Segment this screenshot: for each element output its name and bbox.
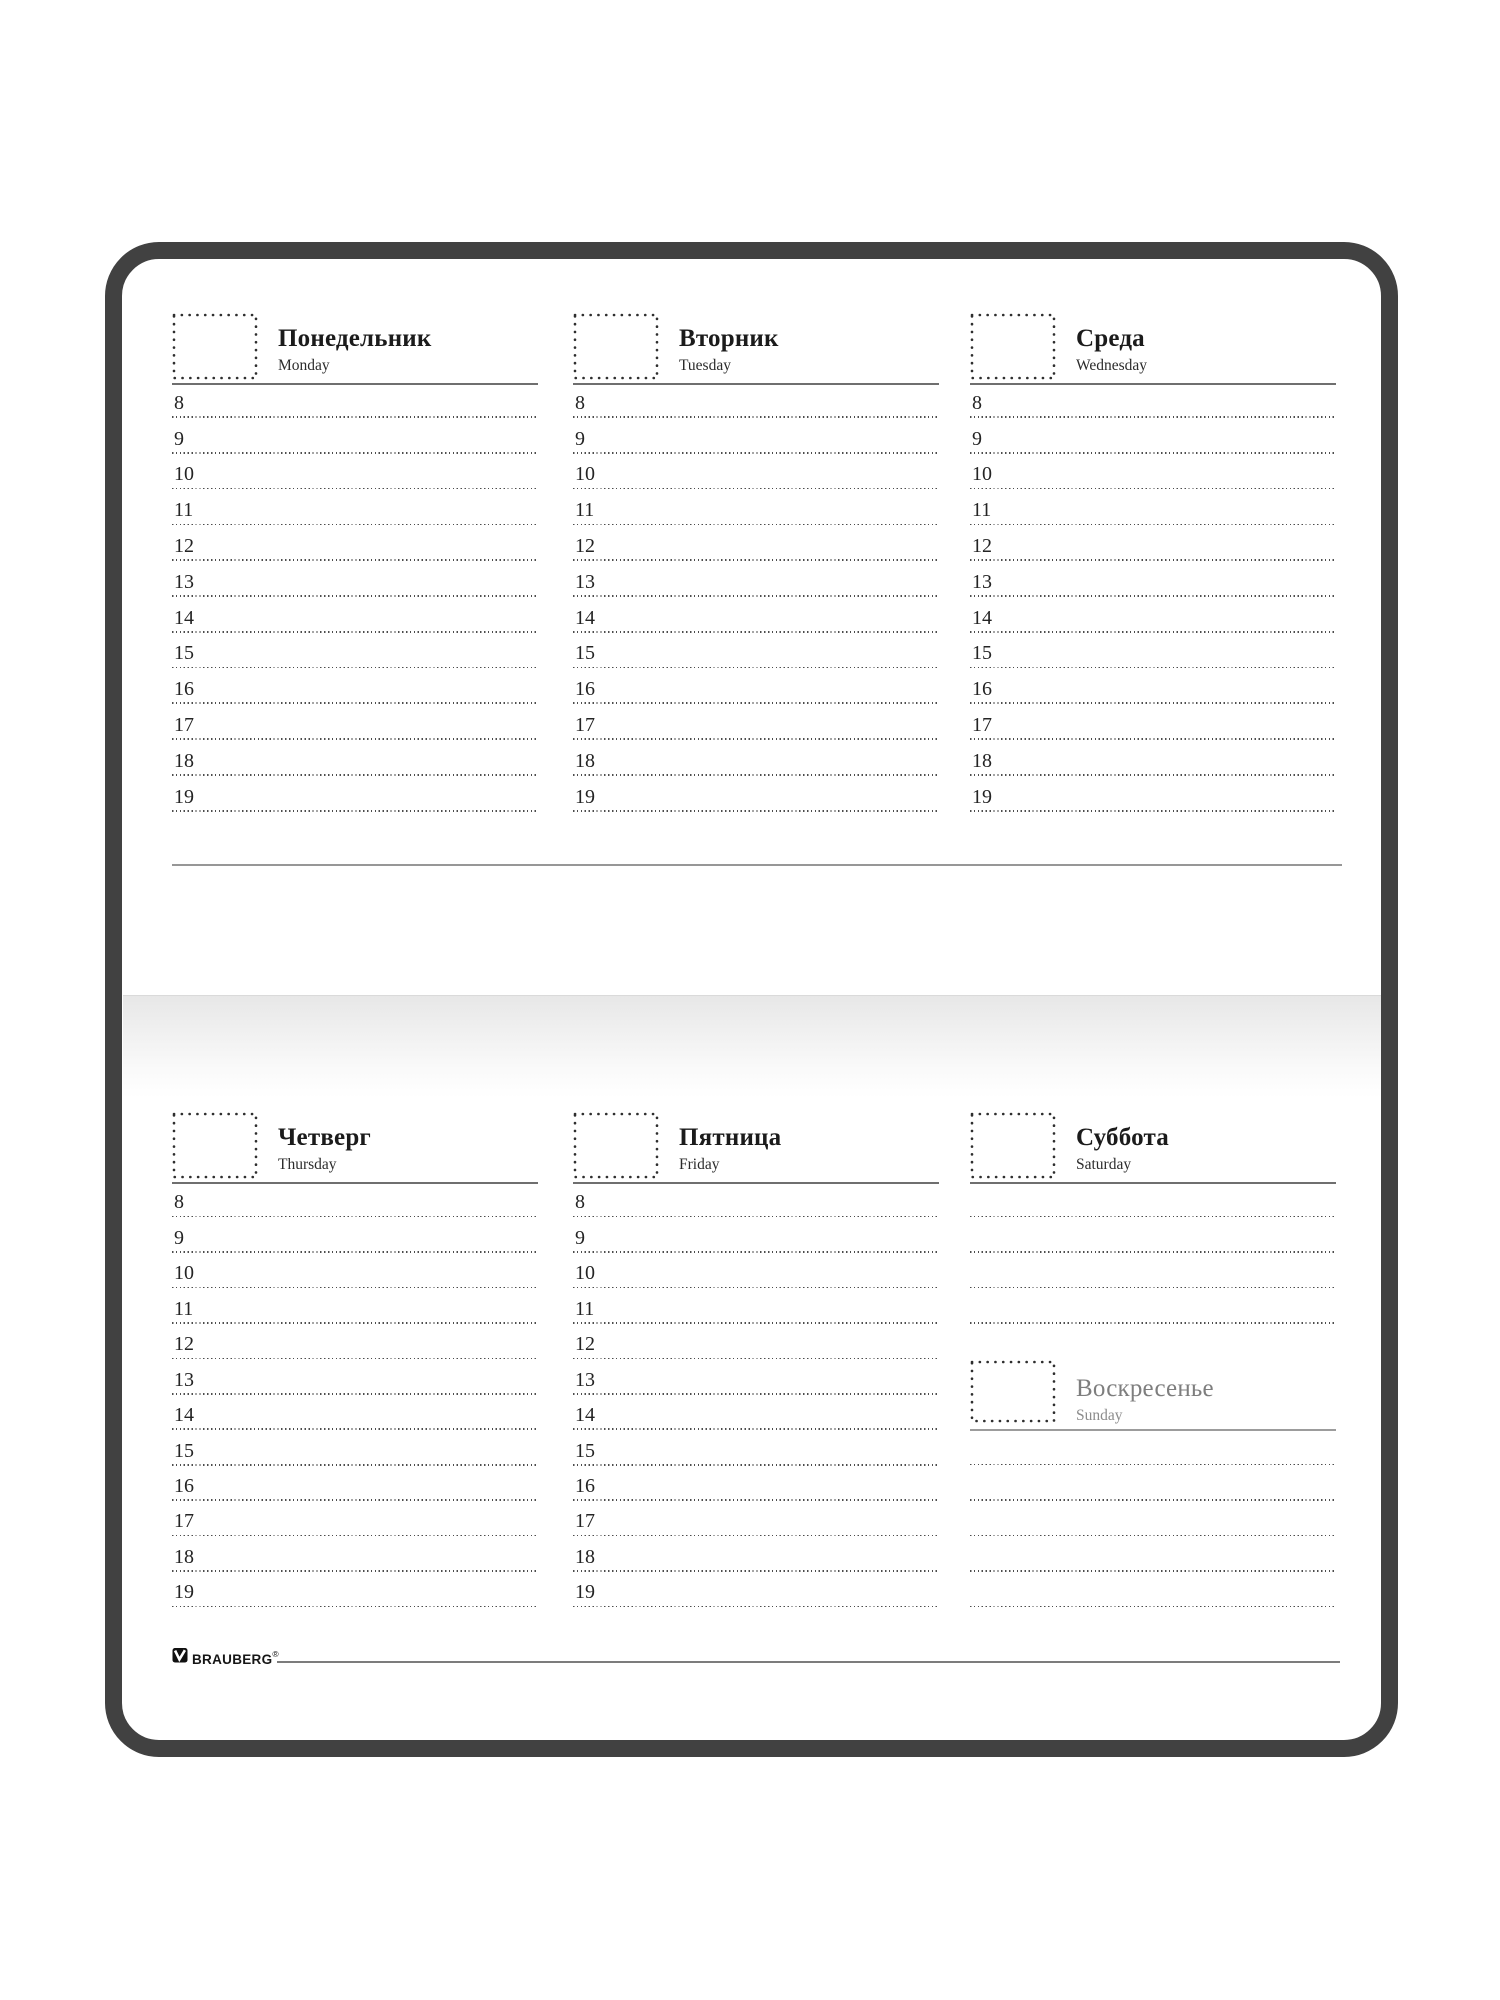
hour-rows: [573, 1182, 939, 1607]
hour-label: 9: [575, 1226, 585, 1249]
hour-label: 9: [174, 1226, 184, 1249]
hour-row: [172, 382, 538, 418]
hour-label: 11: [174, 1297, 194, 1320]
hour-label: 16: [575, 1474, 595, 1497]
hour-label: 10: [575, 1262, 595, 1285]
hour-row: [573, 1430, 939, 1465]
hour-row: [172, 525, 538, 561]
hour-label: 17: [575, 713, 595, 736]
brauberg-logo-icon: [172, 1647, 188, 1663]
hour-row: [573, 1572, 939, 1607]
date-box: [970, 1360, 1056, 1423]
hour-row: [573, 1217, 939, 1252]
hour-row: [970, 561, 1336, 597]
hour-row: [970, 704, 1336, 740]
day-subtitle: Friday: [679, 1156, 720, 1173]
day-title: Пятница: [679, 1124, 782, 1151]
hour-label: 8: [972, 391, 982, 414]
hour-label: 18: [972, 749, 992, 772]
hour-label: 10: [972, 463, 992, 486]
hour-label: 12: [174, 1333, 194, 1356]
hour-row: [172, 1466, 538, 1501]
hour-row: [172, 597, 538, 633]
day-title: Суббота: [1076, 1124, 1169, 1151]
hour-label: 16: [972, 678, 992, 701]
hour-row: [172, 1430, 538, 1465]
hour-row: [970, 776, 1336, 812]
day-subtitle: Tuesday: [679, 357, 731, 374]
hour-label: 17: [972, 713, 992, 736]
hour-row: [573, 1359, 939, 1394]
hour-row: [573, 525, 939, 561]
day-subtitle: Thursday: [278, 1156, 337, 1173]
hour-row: [573, 1466, 939, 1501]
hour-row: [573, 454, 939, 490]
hour-row: [573, 1324, 939, 1359]
hour-label: 11: [174, 499, 194, 522]
hour-label: 8: [575, 1191, 585, 1214]
hour-row: [573, 489, 939, 525]
blank-row: [970, 1253, 1336, 1288]
hour-label: 12: [174, 534, 194, 557]
hour-label: 13: [174, 570, 194, 593]
hour-label: 18: [575, 1545, 595, 1568]
hour-label: 12: [972, 534, 992, 557]
hour-row: [172, 1288, 538, 1323]
blank-row: [970, 1182, 1336, 1217]
hour-rows: [573, 382, 939, 812]
blank-row: [970, 1217, 1336, 1252]
hour-label: 19: [174, 785, 194, 808]
hour-row: [172, 633, 538, 669]
day-title: Воскресенье: [1076, 1375, 1214, 1402]
hour-row: [172, 1501, 538, 1536]
date-box: [573, 1112, 659, 1179]
hour-label: 14: [575, 606, 595, 629]
hour-row: [970, 668, 1336, 704]
hour-label: 14: [575, 1404, 595, 1427]
hour-row: [573, 1182, 939, 1217]
hour-row: [573, 561, 939, 597]
hour-label: 8: [174, 391, 184, 414]
hour-label: 11: [972, 499, 992, 522]
hour-label: 13: [575, 1368, 595, 1391]
hour-row: [573, 633, 939, 669]
blank-row: [970, 1288, 1336, 1323]
hour-label: 15: [174, 1439, 194, 1462]
hour-label: 15: [972, 642, 992, 665]
date-box: [573, 313, 659, 380]
hour-label: 19: [575, 785, 595, 808]
hour-label: 12: [575, 534, 595, 557]
hour-row: [172, 704, 538, 740]
hour-label: 15: [575, 642, 595, 665]
hour-row: [573, 704, 939, 740]
hour-row: [172, 1217, 538, 1252]
hour-label: 10: [575, 463, 595, 486]
day-title: Четверг: [278, 1124, 371, 1151]
hour-label: 8: [575, 391, 585, 414]
page-fold-shadow: [123, 995, 1381, 1098]
day-title: Среда: [1076, 325, 1145, 352]
hour-label: 14: [174, 606, 194, 629]
hour-row: [573, 1253, 939, 1288]
hour-label: 18: [575, 749, 595, 772]
hour-row: [970, 418, 1336, 454]
hour-row: [573, 740, 939, 776]
hour-row: [172, 454, 538, 490]
hour-label: 13: [575, 570, 595, 593]
hour-label: 17: [174, 713, 194, 736]
hour-row: [970, 597, 1336, 633]
hour-label: 15: [174, 642, 194, 665]
hour-label: 19: [575, 1581, 595, 1604]
hour-label: 12: [575, 1333, 595, 1356]
registered-mark: ®: [272, 1649, 279, 1659]
hour-row: [172, 418, 538, 454]
hour-row: [172, 1182, 538, 1217]
hour-label: 16: [174, 1474, 194, 1497]
hour-label: 17: [174, 1510, 194, 1533]
hour-row: [172, 1536, 538, 1571]
day-subtitle: Wednesday: [1076, 357, 1148, 374]
hour-row: [573, 382, 939, 418]
hour-rows: [172, 1182, 538, 1607]
hour-label: 18: [174, 749, 194, 772]
hour-row: [970, 382, 1336, 418]
hour-label: 16: [575, 678, 595, 701]
day-subtitle: Sunday: [1076, 1407, 1123, 1424]
hour-row: [172, 740, 538, 776]
date-box: [970, 313, 1056, 380]
footer-writing-line: [277, 1661, 1340, 1663]
hour-label: 9: [174, 427, 184, 450]
hour-label: 18: [174, 1545, 194, 1568]
blank-row: [970, 1465, 1336, 1500]
hour-row: [573, 776, 939, 812]
half-separator-line: [172, 864, 1342, 866]
hour-row: [970, 740, 1336, 776]
blank-row: [970, 1501, 1336, 1536]
hour-row: [172, 668, 538, 704]
hour-row: [573, 1501, 939, 1536]
hour-row: [172, 1253, 538, 1288]
hour-row: [573, 597, 939, 633]
hour-label: 17: [575, 1510, 595, 1533]
hour-label: 13: [174, 1368, 194, 1391]
hour-label: 14: [972, 606, 992, 629]
hour-label: 9: [972, 427, 982, 450]
hour-label: 14: [174, 1404, 194, 1427]
hour-row: [172, 1359, 538, 1394]
hour-label: 16: [174, 678, 194, 701]
blank-row: [970, 1430, 1336, 1465]
hour-row: [172, 776, 538, 812]
hour-row: [970, 525, 1336, 561]
hour-row: [970, 454, 1336, 490]
brand-label: [192, 1649, 279, 1667]
blank-rows: [970, 1182, 1336, 1324]
day-subtitle: Monday: [278, 357, 330, 374]
hour-row: [172, 1395, 538, 1430]
day-subtitle: Saturday: [1076, 1156, 1132, 1173]
blank-row: [970, 1572, 1336, 1607]
hour-label: 9: [575, 427, 585, 450]
hour-label: 8: [174, 1191, 184, 1214]
hour-row: [573, 1395, 939, 1430]
day-title: Понедельник: [278, 325, 432, 352]
brand-name: BRAUBERG: [192, 1652, 273, 1667]
hour-row: [970, 489, 1336, 525]
hour-label: 10: [174, 463, 194, 486]
blank-row: [970, 1536, 1336, 1571]
hour-row: [172, 489, 538, 525]
hour-label: 15: [575, 1439, 595, 1462]
hour-row: [573, 1536, 939, 1571]
hour-row: [970, 633, 1336, 669]
hour-label: 19: [174, 1581, 194, 1604]
day-title: Вторник: [679, 325, 779, 352]
hour-row: [172, 561, 538, 597]
hour-row: [573, 418, 939, 454]
hour-row: [573, 1288, 939, 1323]
date-box: [970, 1112, 1056, 1179]
hour-label: 13: [972, 570, 992, 593]
hour-rows: [172, 382, 538, 812]
hour-row: [172, 1324, 538, 1359]
hour-label: 10: [174, 1262, 194, 1285]
hour-label: 11: [575, 1297, 595, 1320]
hour-rows: [970, 382, 1336, 812]
hour-label: 19: [972, 785, 992, 808]
hour-row: [172, 1572, 538, 1607]
blank-rows: [970, 1430, 1336, 1607]
date-box: [172, 313, 258, 380]
date-box: [172, 1112, 258, 1179]
hour-row: [573, 668, 939, 704]
hour-label: 11: [575, 499, 595, 522]
